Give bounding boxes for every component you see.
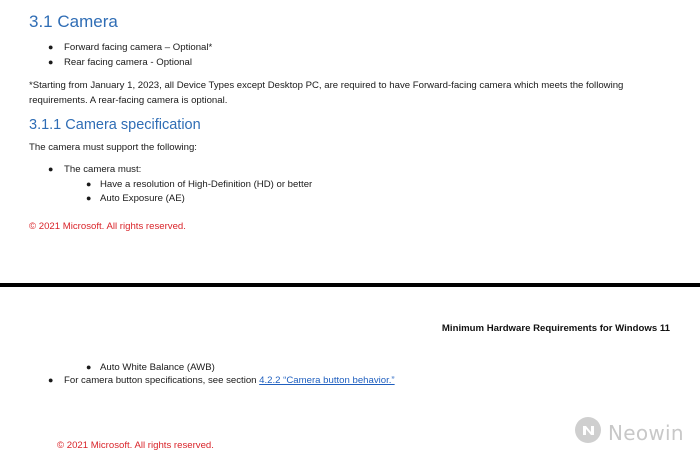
bullet-dot: ● xyxy=(48,164,54,174)
list-item: The camera must: xyxy=(64,164,142,175)
bullet-dot: ● xyxy=(86,179,92,189)
bullet-dot: ● xyxy=(48,57,54,67)
bullet-dot: ● xyxy=(48,375,54,385)
note-text: requirements. A rear-facing camera is optional. xyxy=(29,95,228,106)
bullet-dot: ● xyxy=(86,193,92,203)
list-item xyxy=(64,374,395,387)
neowin-watermark-text: Neowin xyxy=(608,420,684,445)
list-item: Forward facing camera – Optional* xyxy=(64,42,213,53)
neowin-logo-icon xyxy=(574,416,602,449)
list-item: Auto Exposure (AE) xyxy=(100,193,185,204)
bullet-dot: ● xyxy=(86,362,92,372)
copyright-footer: © 2021 Microsoft. All rights reserved. xyxy=(57,440,214,451)
list-item: Have a resolution of High-Definition (HD) or better xyxy=(100,179,313,190)
copyright-footer: © 2021 Microsoft. All rights reserved. xyxy=(29,221,186,232)
list-item: Rear facing camera - Optional xyxy=(64,57,192,68)
list-item: Auto White Balance (AWB) xyxy=(100,362,215,373)
subsection-heading: 3.1.1 Camera specification xyxy=(29,117,201,133)
neowin-watermark xyxy=(574,416,684,449)
list-item-text: For camera button specifications, see section xyxy=(64,375,260,386)
section-heading: 3.1 Camera xyxy=(29,12,118,31)
note-text: *Starting from January 1, 2023, all Device Types except Desktop PC, are required to have Forward-facing camera which meets the following xyxy=(29,80,624,91)
page-header: Minimum Hardware Requirements for Windows 11 xyxy=(441,323,670,334)
intro-text: The camera must support the following: xyxy=(29,142,197,153)
bullet-dot: ● xyxy=(48,42,54,52)
section-link[interactable]: 4.2.2 “Camera button behavior.” xyxy=(259,375,395,386)
